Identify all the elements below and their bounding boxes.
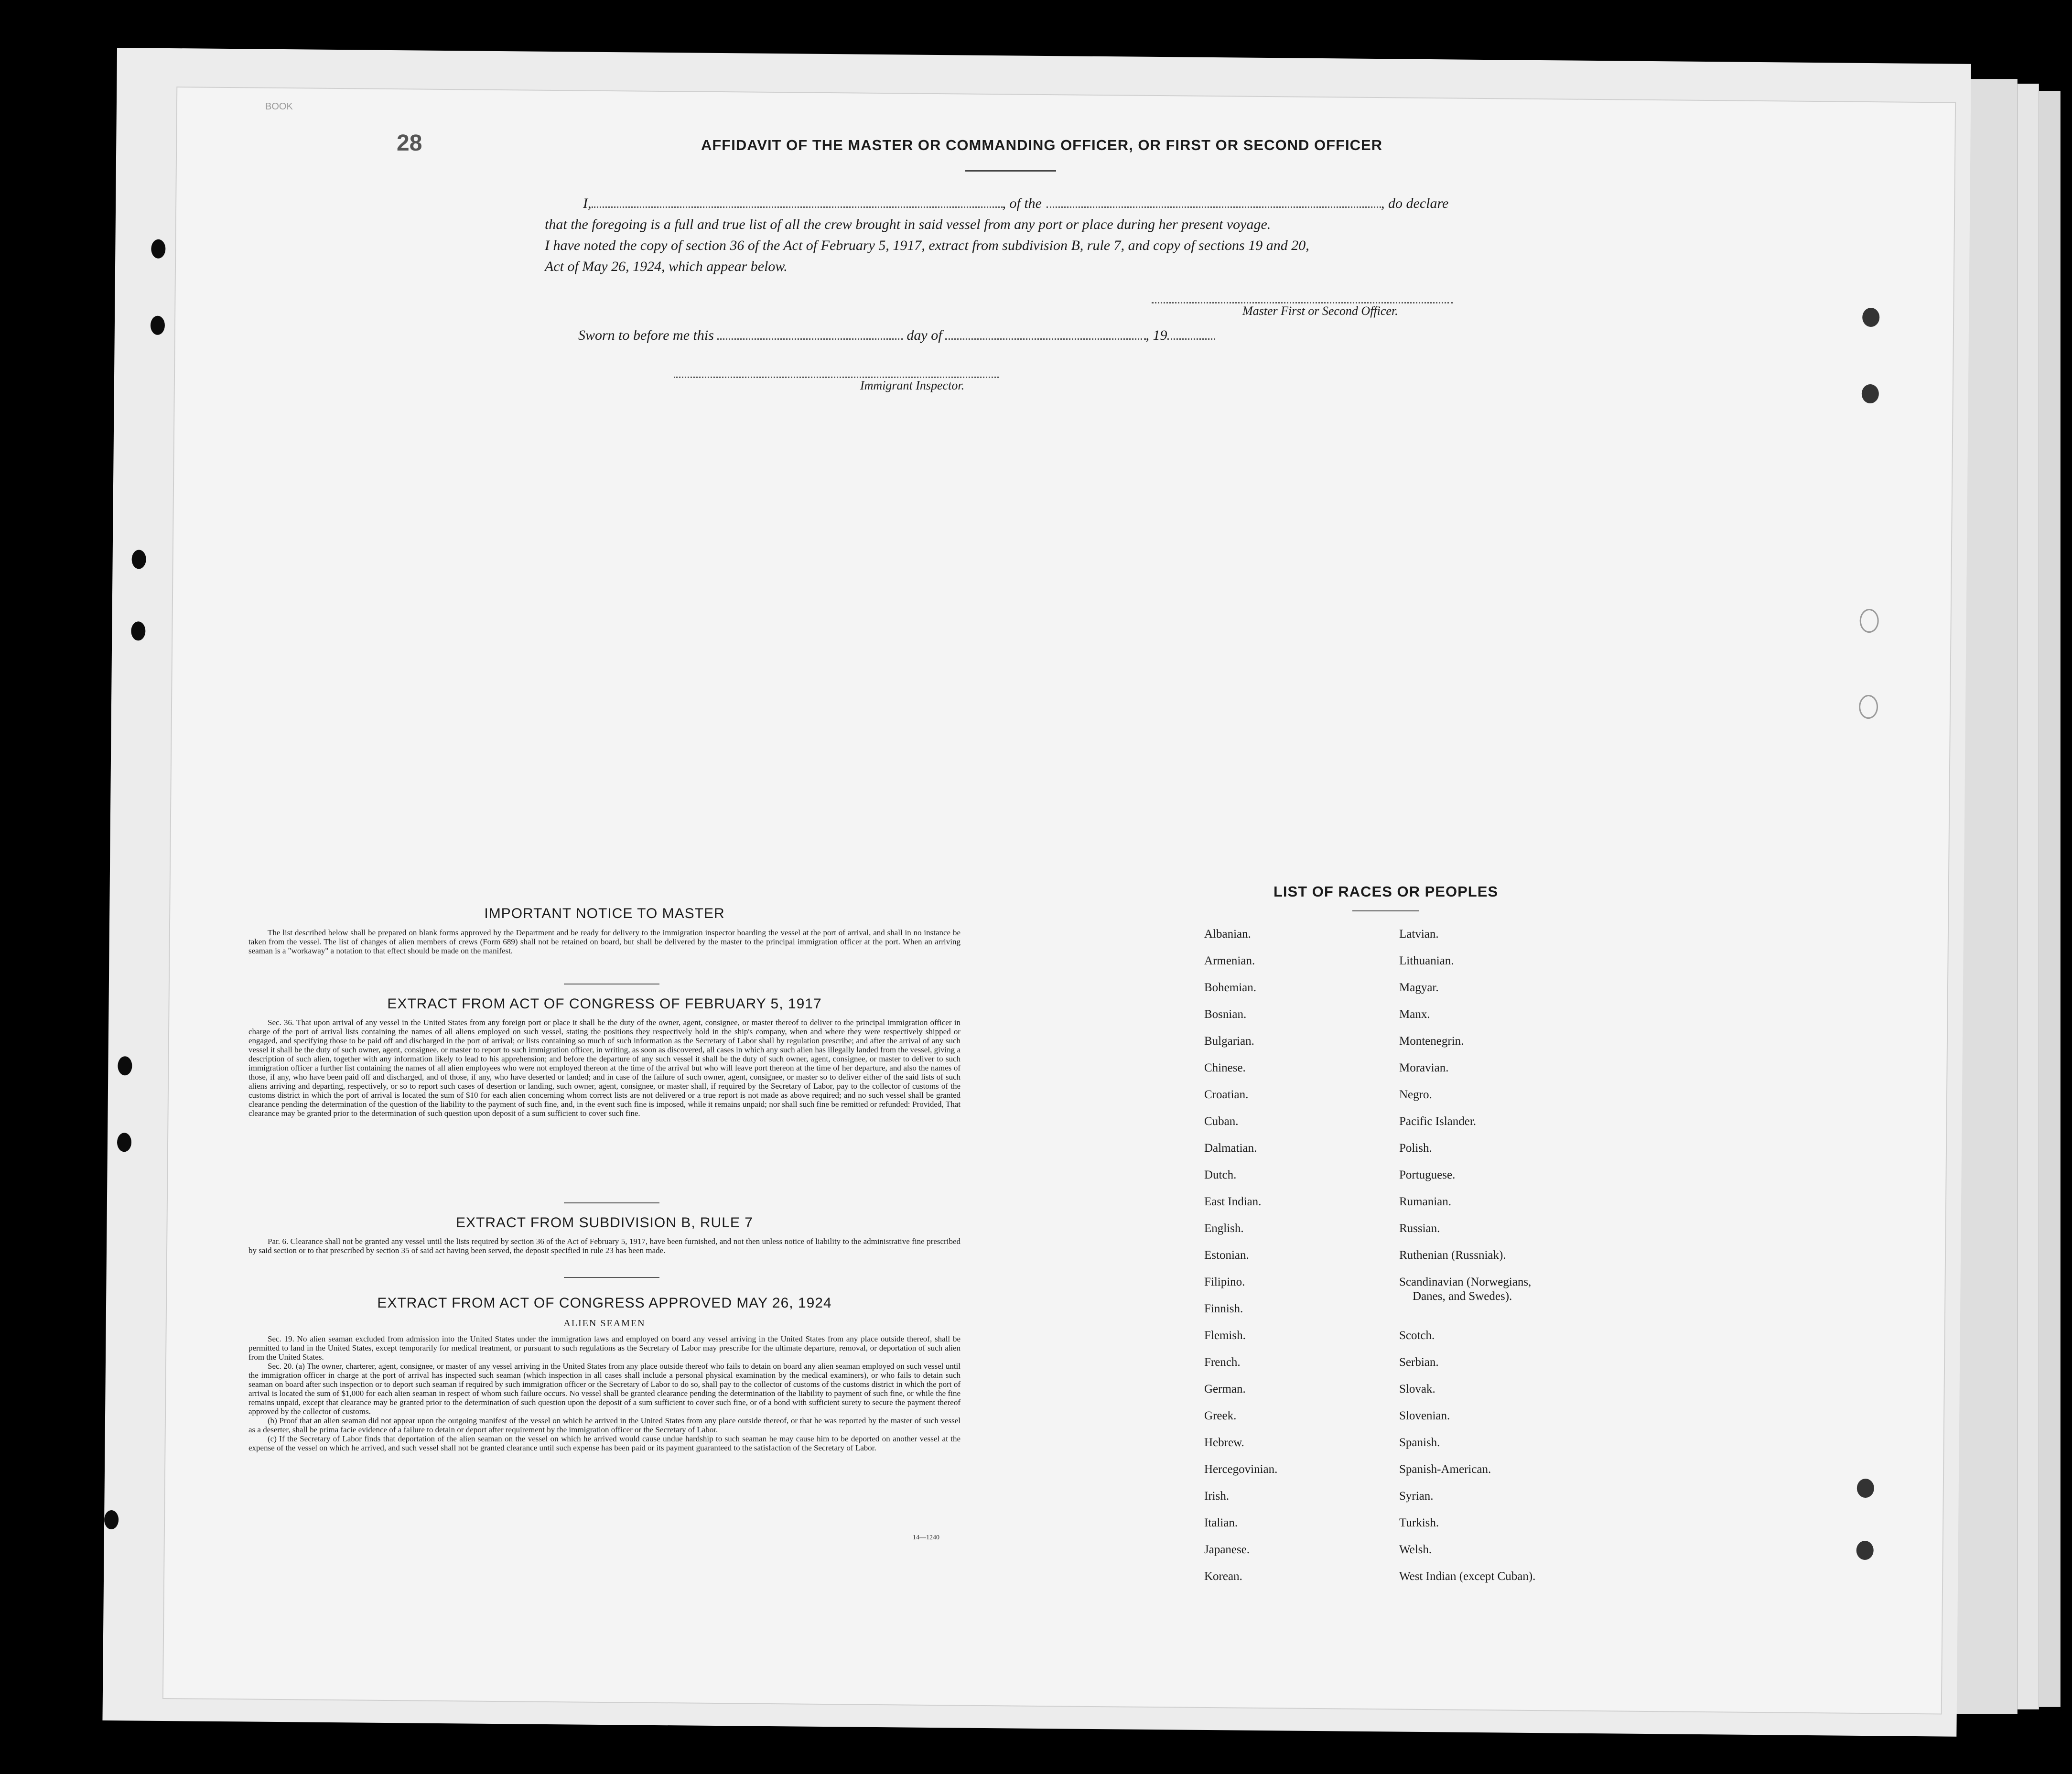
extract-1924-title: EXTRACT FROM ACT OF CONGRESS APPROVED MAY 26, 1924 xyxy=(377,1295,832,1311)
race-item: Magyar. xyxy=(1399,981,1439,994)
race-item: Serbian. xyxy=(1399,1356,1439,1369)
race-item: Russian. xyxy=(1399,1222,1440,1235)
extract-1924-subtitle: ALIEN SEAMEN xyxy=(563,1318,646,1329)
race-item: Korean. xyxy=(1204,1570,1242,1583)
race-item: Hebrew. xyxy=(1204,1436,1244,1449)
master-signature-line xyxy=(1152,302,1453,303)
binding-hole xyxy=(1857,1479,1874,1498)
sworn-day-of: day of xyxy=(906,327,942,343)
race-item: Manx. xyxy=(1399,1008,1430,1021)
race-item: Moravian. xyxy=(1399,1061,1449,1074)
race-item: Japanese. xyxy=(1204,1543,1250,1556)
race-item: Polish. xyxy=(1399,1142,1432,1155)
form-number: 14—1240 xyxy=(913,1534,939,1541)
race-item: English. xyxy=(1204,1222,1244,1235)
punch-hole xyxy=(151,239,165,259)
race-item: Ruthenian (Russniak). xyxy=(1399,1249,1506,1262)
race-item: Albanian. xyxy=(1204,928,1251,941)
race-item: East Indian. xyxy=(1204,1195,1262,1208)
binding-hole xyxy=(1862,308,1879,327)
section-divider xyxy=(564,1277,659,1278)
name-blank xyxy=(592,206,1003,208)
race-item: Bohemian. xyxy=(1204,981,1257,994)
punch-hole xyxy=(117,1133,131,1152)
race-item: Flemish. xyxy=(1204,1329,1246,1342)
section-divider xyxy=(564,1202,659,1203)
affidavit-do-declare: , do declare xyxy=(1381,195,1449,211)
affidavit-line-4: Act of May 26, 1924, which appear below. xyxy=(545,259,788,274)
rule-7-text: Par. 6. Clearance shall not be granted any vessel until the lists required by section 36 of the Act of February 5, 1917, have been furnished, and not then unless notice of liability to the administrative fine prescribed by said section or to that prescribed by section 35 of said act having been served, the deposit specified in rule 23 has been made. xyxy=(248,1237,960,1255)
title-divider xyxy=(965,170,1056,172)
race-item: Finnish. xyxy=(1204,1302,1243,1315)
race-item: Bosnian. xyxy=(1204,1008,1247,1021)
race-item: West Indian (except Cuban). xyxy=(1399,1570,1536,1583)
affidavit-line-1 xyxy=(545,193,1481,214)
race-item: Estonian. xyxy=(1204,1249,1249,1262)
section-19-text: Sec. 19. No alien seaman excluded from admission into the United States under the immigration laws and employed on board any vessel arriving in the United States from any place outside thereof, shall be permitted to land in the United States, except temporarily for medical treatment, or pursuant to such regulations as the Secretary of Labor may prescribe for the ultimate departure, removal, or deportation of such alien from the United States. xyxy=(248,1334,960,1362)
sworn-year-blank xyxy=(1167,338,1215,340)
race-item: Welsh. xyxy=(1399,1543,1432,1556)
affidavit-line-2: that the foregoing is a full and true list of all the crew brought in said vessel from any port or place during her present voyage. xyxy=(545,216,1271,232)
extract-rule7-body xyxy=(248,1237,960,1255)
punch-hole xyxy=(118,1056,132,1075)
race-item: Bulgarian. xyxy=(1204,1035,1254,1048)
sworn-month-blank xyxy=(945,338,1146,340)
sworn-day-blank xyxy=(717,338,903,340)
extract-1917-body xyxy=(248,1018,960,1118)
faint-mark: BOOK xyxy=(265,101,293,112)
races-title: LIST OF RACES OR PEOPLES xyxy=(1273,883,1499,900)
race-item: Danes, and Swedes). xyxy=(1413,1290,1512,1303)
sworn-prefix: Sworn to before me this xyxy=(578,327,714,343)
race-item: Chinese. xyxy=(1204,1061,1246,1074)
binding-ring xyxy=(1859,609,1878,633)
notice-body xyxy=(248,928,960,955)
punch-hole xyxy=(131,621,145,640)
notice-text: The list described below shall be prepared on blank forms approved by the Department and be ready for delivery to the immigration inspector boarding the vessel at the port of arrival, and shall in no instance be taken from the vessel. The list of changes of alien members of crews (Form 689) shall not be retained on board, but shall be delivered by the master to the principal immigration officer at the port. When an arriving seaman is a "workaway" a notation to that effect should be made on the manifest. xyxy=(248,928,960,955)
affidavit-i: I, xyxy=(583,195,592,211)
affidavit-title: AFFIDAVIT OF THE MASTER OR COMMANDING OFFICER, OR FIRST OR SECOND OFFICER xyxy=(701,137,1383,153)
race-item: Slovak. xyxy=(1399,1383,1435,1395)
section-20a-text: Sec. 20. (a) The owner, charterer, agent, consignee, or master of any vessel arriving in the United States from any place outside thereof who fails to detain on board any alien seaman employed on such vessel until the immigration officer in charge at the port of arrival has inspected such seaman (which inspection in all cases shall include a personal physical examination by the medical examiners), or who fails to detain such seaman on board after such inspection or to deport such seaman if required by such immigration officer or the Secretary of Labor to do so, shall pay to the collector of customs of the customs district in which the port of arrival is located the sum of $1,000 for each alien seaman in respect of whom such failure occurs. No vessel shall be granted clearance pending the determination of the liability to payment of such fine, or while the fine remains unpaid, except that clearance may be granted prior to the determination of such question upon the deposit of a sum sufficient to cover such fine, or of a bond with sufficient surety to secure the payment thereof approved by the collector of customs. xyxy=(248,1362,960,1416)
race-item: Turkish. xyxy=(1399,1516,1439,1529)
binding-hole xyxy=(1862,384,1879,403)
section-20c-text: (c) If the Secretary of Labor finds that deportation of the alien seaman on the vessel on which he arrived would cause undue hardship to such seaman he may cause him to be deported on another vessel at the expense of the vessel on which he arrived, and such vessel shall not be granted clearance until such expense has been paid or its payment guaranteed to the satisfaction of the Secretary of Labor. xyxy=(248,1434,960,1452)
race-item: Hercegovinian. xyxy=(1204,1463,1278,1476)
race-item: German. xyxy=(1204,1383,1246,1395)
race-item: Cuban. xyxy=(1204,1115,1239,1128)
extract-rule7-title: EXTRACT FROM SUBDIVISION B, RULE 7 xyxy=(456,1215,753,1231)
race-item: Dalmatian. xyxy=(1204,1142,1257,1155)
race-item: Portuguese. xyxy=(1399,1168,1456,1181)
punch-hole xyxy=(131,550,146,569)
section-36-text: Sec. 36. That upon arrival of any vessel in the United States from any foreign port or place it shall be the duty of the owner, agent, consignee, or master thereof to deliver to the principal immigration officer in charge of the port of arrival lists containing the names of all aliens employed on such vessel, stating the positions they respectively hold in the ship's company, when and where they were respectively shipped or engaged, and specifying those to be paid off and discharged in the port of arrival; or lists containing so much of such information as the Secretary of Labor shall by regulation prescribe; and after the arrival of any such vessel it shall be the duty of such owner, agent, consignee, or master to report to such immigration officer, in writing, as soon as discovered, all cases in which any such alien has illegally landed from the vessel, giving a description of such alien, together with any information likely to lead to his apprehension; and before the departure of any such vessel it shall be the duty of such owner, agent, consignee, or master to deliver to such immigration officer a further list containing the names of all alien employees who were not employed thereon at the time of the arrival but who will leave port thereon at the time of her departure, and also the names of those, if any, who have been paid off and discharged, and of those, if any, who have deserted or landed; and in case of the failure of such owner, agent, consignee, or master so to deliver either of the said lists of such aliens arriving and departing, respectively, or so to report such cases of desertion or landing, such owner, agent, consignee, or master shall, if required by the Secretary of Labor, pay to the collector of customs of the customs district in which the port of arrival is located the sum of $10 for each alien concerning whom correct lists are not delivered or a true report is not made as above required; and no such vessel shall be granted clearance pending the determination of the question of the liability to the payment of such fine, and, in the event such fine is imposed, while it remains unpaid; nor shall such fine be remitted or refunded: Provided, That clearance may be granted prior to the determination of such question upon deposit of a sum sufficient to cover such fine. xyxy=(248,1018,960,1118)
race-item: Spanish-American. xyxy=(1399,1463,1491,1476)
notice-title: IMPORTANT NOTICE TO MASTER xyxy=(484,906,725,921)
affidavit-line-3: I have noted the copy of section 36 of the Act of February 5, 1917, extract from subdivision B, rule 7, and copy of sections 19 and 20, xyxy=(545,238,1309,253)
vessel-blank xyxy=(1047,206,1381,208)
race-item: Slovenian. xyxy=(1399,1409,1450,1422)
race-item: Negro. xyxy=(1399,1088,1432,1101)
binding-hole xyxy=(1856,1541,1874,1560)
extract-1917-title: EXTRACT FROM ACT OF CONGRESS OF FEBRUARY 5, 1917 xyxy=(387,996,822,1012)
race-item: Dutch. xyxy=(1204,1168,1237,1181)
punch-hole xyxy=(104,1510,119,1529)
race-item: Pacific Islander. xyxy=(1399,1115,1477,1128)
race-item: Italian. xyxy=(1204,1516,1238,1529)
page-number: 28 xyxy=(397,130,422,156)
race-item: Croatian. xyxy=(1204,1088,1249,1101)
binding-ring xyxy=(1859,695,1878,719)
race-item: French. xyxy=(1204,1356,1241,1369)
affidavit-of-the: , of the xyxy=(1002,195,1042,211)
race-item: Rumanian. xyxy=(1399,1195,1452,1208)
punch-hole xyxy=(151,316,165,335)
inspector-signature-label: Immigrant Inspector. xyxy=(860,379,965,392)
sworn-year: , 19 xyxy=(1145,327,1167,343)
race-item: Armenian. xyxy=(1204,954,1255,967)
race-item: Scotch. xyxy=(1399,1329,1435,1342)
race-item: Spanish. xyxy=(1399,1436,1440,1449)
race-item: Greek. xyxy=(1204,1409,1237,1422)
race-item: Scandinavian (Norwegians, xyxy=(1399,1276,1532,1288)
race-item: Irish. xyxy=(1204,1490,1230,1503)
race-item: Lithuanian. xyxy=(1399,954,1454,967)
races-column-2 xyxy=(1399,927,1648,1596)
race-item: Filipino. xyxy=(1204,1276,1245,1288)
document-sheet xyxy=(102,48,1971,1737)
race-item: Montenegrin. xyxy=(1399,1035,1464,1048)
extract-1924-body xyxy=(248,1334,960,1452)
section-20b-text: (b) Proof that an alien seaman did not appear upon the outgoing manifest of the vessel on which he arrived in the United States from any place outside thereof, or that he was reported by the master of such vessel as a deserter, shall be prima facie evidence of a failure to detain or deport after requirement by the immigration officer or the Secretary of Labor. xyxy=(248,1416,960,1434)
race-item: Syrian. xyxy=(1399,1490,1434,1503)
inspector-signature-line xyxy=(674,377,999,378)
master-signature-label: Master First or Second Officer. xyxy=(1242,304,1398,318)
race-item: Latvian. xyxy=(1399,928,1439,941)
sworn-line xyxy=(578,325,1515,346)
races-column-1 xyxy=(1204,927,1386,1596)
races-divider xyxy=(1352,910,1419,911)
